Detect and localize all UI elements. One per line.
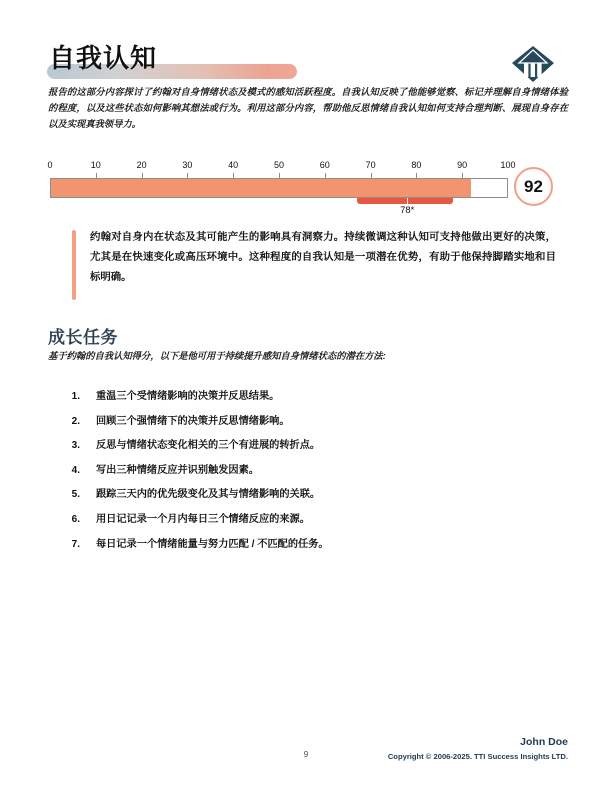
task-number: 6. xyxy=(71,513,80,525)
callout-text: 约翰对自身内在状态及其可能产生的影响具有洞察力。持续微调这种认知可支持他做出更好的决策，尤其是在快速变化或高压环境中。这种程度的自我认知是一项潜在优势，有助于他保持脚踏实地和目标明确。 xyxy=(90,232,556,283)
callout-accent-bar xyxy=(72,230,76,300)
title-text: 自我认知 xyxy=(49,43,158,73)
gauge-tick-label: 20 xyxy=(136,160,147,170)
gauge-tick-label: 70 xyxy=(365,160,376,170)
task-number: 1. xyxy=(71,391,80,402)
growth-task-item xyxy=(58,536,538,561)
gauge-tick-label: 40 xyxy=(228,160,239,170)
score-badge: 92 xyxy=(514,167,553,206)
growth-task-item xyxy=(58,486,538,511)
gauge-tick-label: 50 xyxy=(273,160,285,170)
gauge-track xyxy=(50,178,508,198)
gauge-tick-label: 100 xyxy=(500,160,516,170)
page-number: 9 xyxy=(303,750,309,759)
gauge-tick-label: 80 xyxy=(411,160,422,170)
gauge-tick-label: 90 xyxy=(457,160,468,170)
task-text: 用日记记录一个月内每日三个情绪反应的来源。 xyxy=(96,513,310,525)
intro-paragraph: 报告的这部分内容探讨了约翰对自身情绪状态及模式的感知活跃程度。自我认知反映了他能够觉察、标记并理解自身情绪体验的程度，以及这些状态如何影响其想法或行为。利用这部分内容，帮助他反思情绪自我认知如何支持合理判断、展现自身存在以及实现真我领导力。 xyxy=(48,87,568,130)
gauge-tick-label: 60 xyxy=(319,160,330,170)
task-text: 反思与情绪状态变化相关的三个有进展的转折点。 xyxy=(96,440,321,452)
task-text: 写出三种情绪反应并识别触发因素。 xyxy=(96,464,259,476)
growth-section-subtitle: 基于约翰的自我认知得分，以下是他可用于持续提升感知自身情绪状态的潜在方法: xyxy=(48,351,386,361)
norm-band-seam xyxy=(407,198,408,204)
task-number: 2. xyxy=(71,415,80,427)
task-text: 跟踪三天内的优先级变化及其与情绪影响的关联。 xyxy=(96,489,321,501)
task-text: 重温三个受情绪影响的决策并反思结果。 xyxy=(96,391,280,402)
gauge-norm-band xyxy=(357,198,453,204)
gauge-tick-label: 30 xyxy=(182,160,193,170)
gauge-tick-label: 10 xyxy=(90,160,101,170)
growth-task-item xyxy=(58,462,538,487)
task-text: 回顾三个强情绪下的决策并反思情绪影响。 xyxy=(96,415,290,427)
growth-task-item xyxy=(58,413,538,438)
footer-client-name: John Doe xyxy=(520,736,568,748)
page-title xyxy=(47,43,297,79)
task-number: 3. xyxy=(71,440,80,452)
task-text: 每日记录一个情绪能量与努力匹配 / 不匹配的任务。 xyxy=(96,538,329,550)
growth-task-list xyxy=(58,388,538,560)
task-number: 4. xyxy=(71,464,80,476)
task-number: 7. xyxy=(71,538,80,550)
gauge-fill xyxy=(51,179,471,197)
footer-copyright: Copyright © 2006-2025. TTI Success Insights LTD. xyxy=(387,752,568,761)
mean-score-label: 78* xyxy=(400,205,415,216)
growth-task-item xyxy=(58,437,538,462)
gauge-tick-label: 0 xyxy=(47,160,53,170)
growth-section-title: 成长任务 xyxy=(48,328,118,347)
growth-task-item xyxy=(58,511,538,536)
task-number: 5. xyxy=(71,489,80,501)
growth-task-item xyxy=(58,388,538,413)
tti-diamond-logo xyxy=(508,38,558,88)
